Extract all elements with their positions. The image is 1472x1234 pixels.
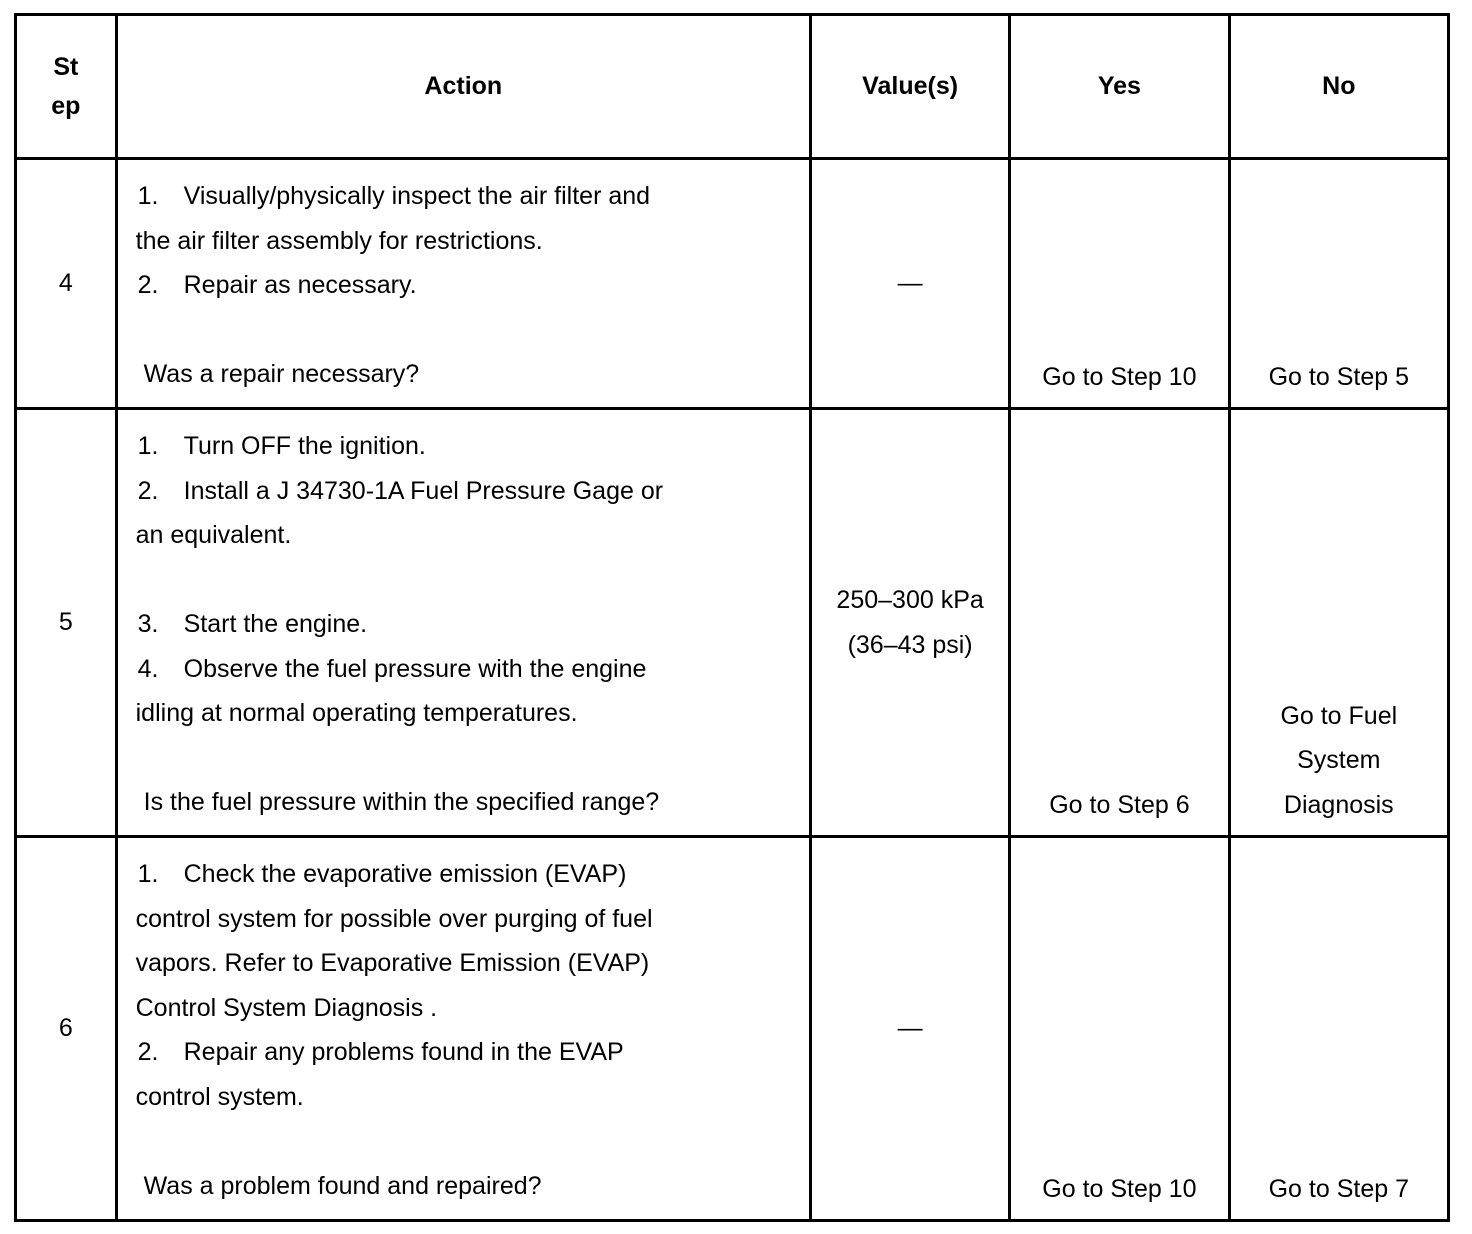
- action-line: 2. Repair any problems found in the EVAP: [137, 1038, 624, 1066]
- action-line: 2. Install a J 34730-1A Fuel Pressure Gage or: [137, 476, 664, 505]
- action-line: 1. Check the evaporative emission (EVAP): [137, 860, 627, 888]
- action-line: Control System Diagnosis .: [135, 993, 438, 1022]
- action-cell: [116, 837, 810, 1221]
- yes-cell: Go to Step 6: [1010, 409, 1229, 837]
- yes-cell: Go to Step 10: [1010, 837, 1229, 1221]
- action-line: an equivalent.: [135, 521, 292, 549]
- no-cell: Go to Fuel System Diagnosis: [1229, 409, 1448, 837]
- value-cell: —: [810, 837, 1009, 1221]
- table-row: [16, 409, 1449, 837]
- table-row: [16, 159, 1449, 409]
- step-number: 4: [16, 159, 117, 409]
- yes-cell: Go to Step 10: [1010, 159, 1229, 409]
- header-action: Action: [116, 15, 810, 159]
- header-values: Value(s): [810, 15, 1009, 159]
- value-cell: —: [810, 159, 1009, 409]
- action-line: idling at normal operating temperatures.: [135, 699, 578, 727]
- step-number: 5: [16, 409, 117, 837]
- action-question: Was a problem found and repaired?: [143, 1171, 542, 1200]
- action-line: 2. Repair as necessary.: [137, 271, 417, 299]
- header-no: No: [1229, 15, 1448, 159]
- header-step: St ep: [16, 15, 117, 159]
- table-row: [16, 837, 1449, 1221]
- action-question: Is the fuel pressure within the specified range?: [143, 788, 660, 816]
- no-cell: Go to Step 7: [1229, 837, 1448, 1221]
- action-line: 1. Visually/physically inspect the air filter and: [137, 182, 651, 210]
- action-line: 1. Turn OFF the ignition.: [137, 432, 426, 460]
- action-line: 4. Observe the fuel pressure with the engine: [137, 654, 647, 683]
- action-line: 3. Start the engine.: [137, 610, 368, 638]
- no-cell: Go to Step 5: [1229, 159, 1448, 409]
- action-question: Was a repair necessary?: [143, 360, 420, 388]
- action-line: vapors. Refer to Evaporative Emission (EVAP): [135, 949, 650, 977]
- action-line: the air filter assembly for restrictions.: [135, 226, 543, 255]
- header-yes: Yes: [1010, 15, 1229, 159]
- action-cell: [116, 159, 810, 409]
- action-cell: [116, 409, 810, 837]
- diagnostic-table: [14, 13, 1450, 1222]
- action-line: control system for possible over purging of fuel: [135, 904, 653, 933]
- table-header-row: [16, 15, 1449, 159]
- action-line: control system.: [135, 1082, 304, 1111]
- value-cell: 250–300 kPa (36–43 psi): [810, 409, 1009, 837]
- step-number: 6: [16, 837, 117, 1221]
